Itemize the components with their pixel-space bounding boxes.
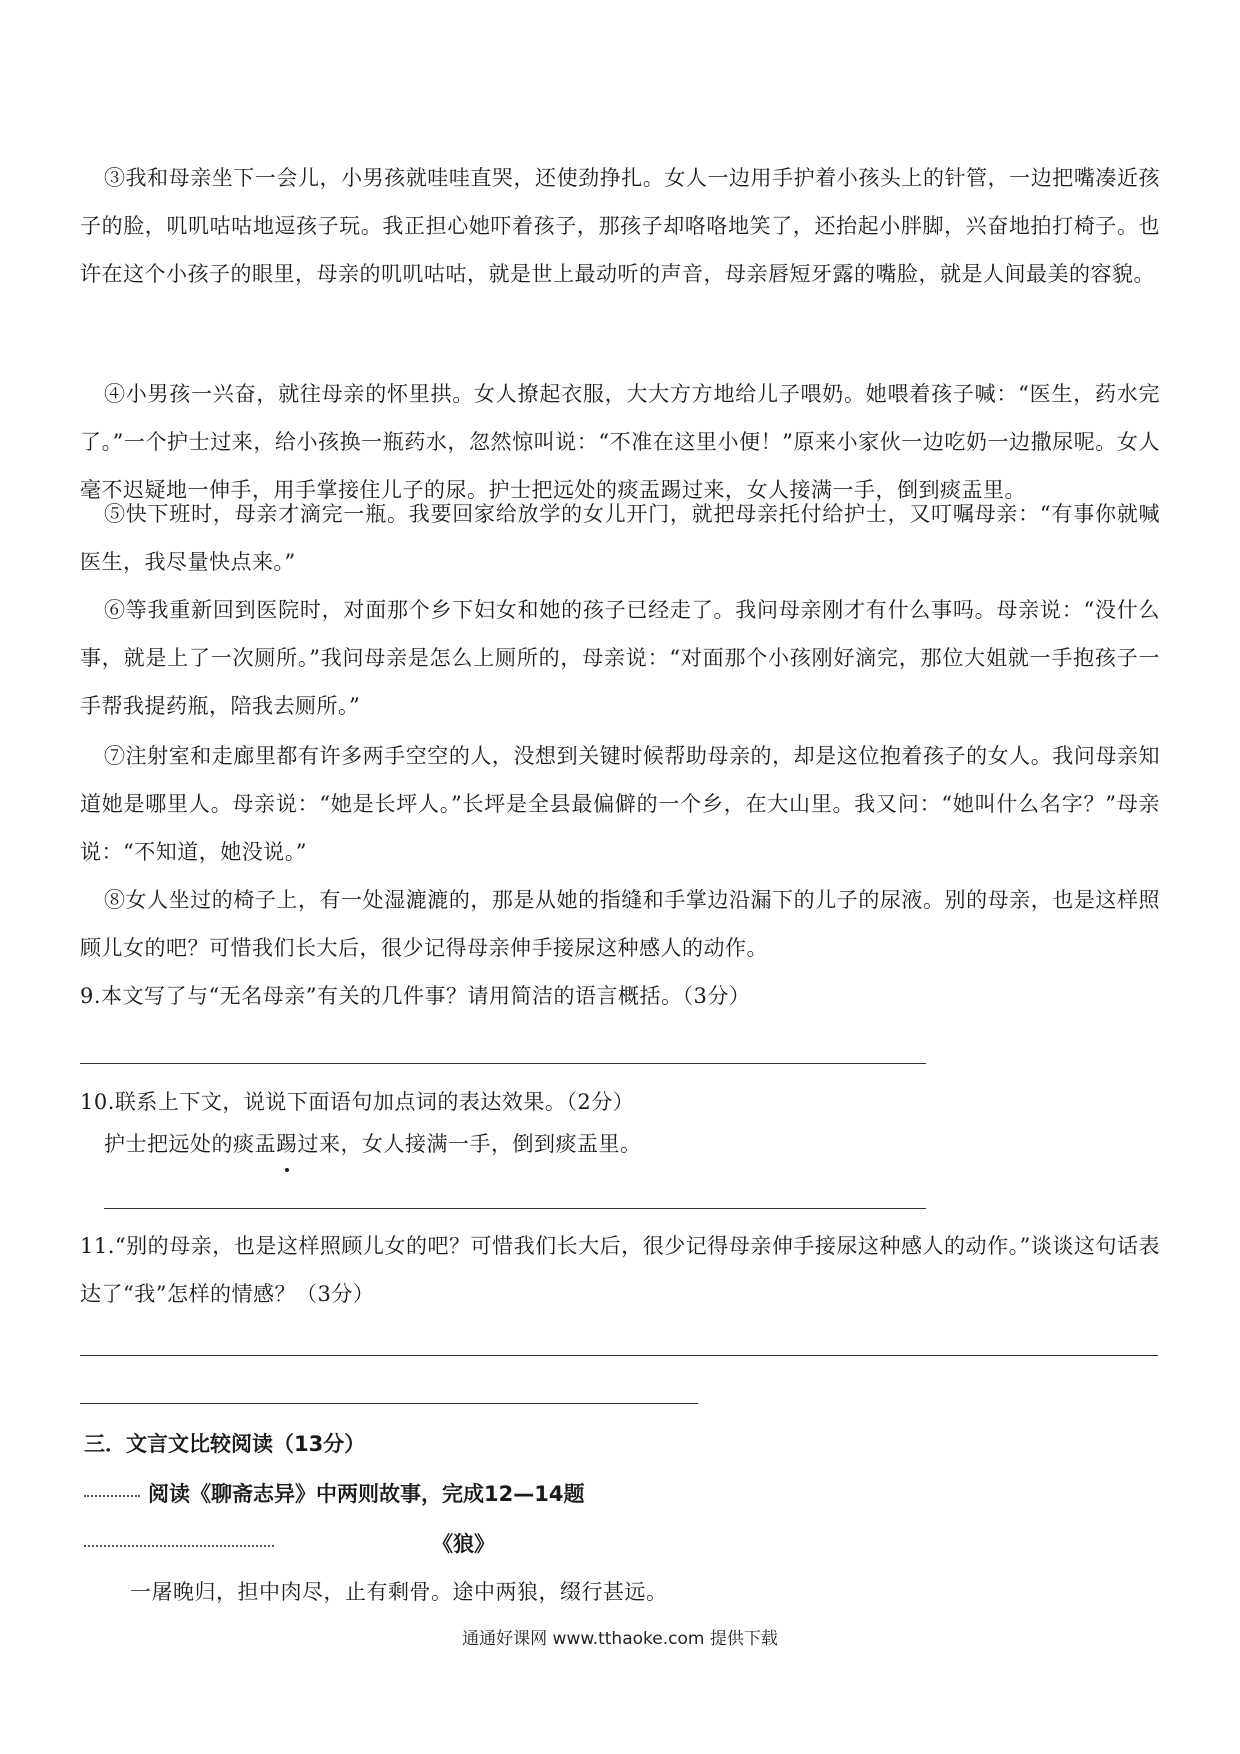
answer-line-q11-1[interactable] [80,1355,1158,1356]
story-title: 《狼》 [432,1532,495,1556]
answer-line-q11-2[interactable] [80,1403,698,1404]
question-9: 9.本文写了与“无名母亲”有关的几件事？请用简洁的语言概括。（3分） [80,984,751,1008]
quote-text-before: 护士把远处的痰盂 [104,1132,276,1156]
story-title-row [84,1524,495,1564]
question-10-quote [104,1120,1154,1168]
leader-dots [84,1545,274,1547]
section-3-instruction: 阅读《聊斋志异》中两则故事，完成12—14题 [148,1482,585,1506]
paragraph-4: ④小男孩一兴奋，就往母亲的怀里拱。女人撩起衣服，大大方方地给儿子喂奶。她喂着孩子喊：“医生，药水完了。”一个护士过来，给小孩换一瓶药水，忽然惊叫说：“不准在这里小便！”原来小家伙一边吃奶一边撒尿呢。女人毫不迟疑地一伸手，用手掌接住儿子的尿。护士把远处的痰盂踢过来，女人接满一手，倒到痰盂里。 [80,382,1160,502]
answer-line-q10[interactable] [104,1208,926,1209]
answer-line-q9[interactable] [80,1063,926,1064]
footer-text: 通通好课网 www.tthaoke.com 提供下载 [462,1629,778,1649]
quote-text-after: 过来，女人接满一手，倒到痰盂里。 [297,1132,642,1156]
section-3-heading: 三．文言文比较阅读（13分） [84,1432,366,1456]
question-11: 11.“别的母亲，也是这样照顾儿女的吧？可惜我们长大后，很少记得母亲伸手接尿这种感人的动作。”谈谈这句话表达了“我”怎样的情感？（3分） [80,1234,1160,1306]
leader-dots [84,1495,140,1497]
section-3-instruction-row [84,1474,584,1514]
paragraph-7: ⑦注射室和走廊里都有许多两手空空的人，没想到关键时候帮助母亲的，却是这位抱着孩子的女人。我问母亲知道她是哪里人。母亲说：“她是长坪人。”长坪是全县最偏僻的一个乡，在大山里。我又问：“她叫什么名字？”母亲说：“不知道，她没说。” [80,744,1160,864]
story-first-line: 一屠晚归，担中肉尽，止有剩骨。途中两狼，缀行甚远。 [130,1580,668,1604]
paragraph-3: ③我和母亲坐下一会儿，小男孩就哇哇直哭，还使劲挣扎。女人一边用手护着小孩头上的针管，一边把嘴凑近孩子的脸，叽叽咕咕地逗孩子玩。我正担心她吓着孩子，那孩子却咯咯地笑了，还抬起小胖脚，兴奋地拍打椅子。也许在这个小孩子的眼里，母亲的叽叽咕咕，就是世上最动听的声音，母亲唇短牙露的嘴脸，就是人间最美的容貌。 [80,166,1160,286]
paragraph-6: ⑥等我重新回到医院时，对面那个乡下妇女和她的孩子已经走了。我问母亲刚才有什么事吗。母亲说：“没什么事，就是上了一次厕所。”我问母亲是怎么上厕所的，母亲说：“对面那个小孩刚好滴完，那位大姐就一手抱孩子一手帮我提药瓶，陪我去厕所。” [80,598,1160,718]
paragraph-5: ⑤快下班时，母亲才滴完一瓶。我要回家给放学的女儿开门，就把母亲托付给护士，又叮嘱母亲：“有事你就喊医生，我尽量快点来。” [80,502,1160,574]
paragraph-8: ⑧女人坐过的椅子上，有一处湿漉漉的，那是从她的指缝和手掌边沿漏下的儿子的尿液。别的母亲，也是这样照顾儿女的吧？可惜我们长大后，很少记得母亲伸手接尿这种感人的动作。 [80,888,1160,960]
question-10: 10.联系上下文，说说下面语句加点词的表达效果。（2分） [80,1090,635,1114]
emphasized-word: 踢 [276,1120,298,1168]
